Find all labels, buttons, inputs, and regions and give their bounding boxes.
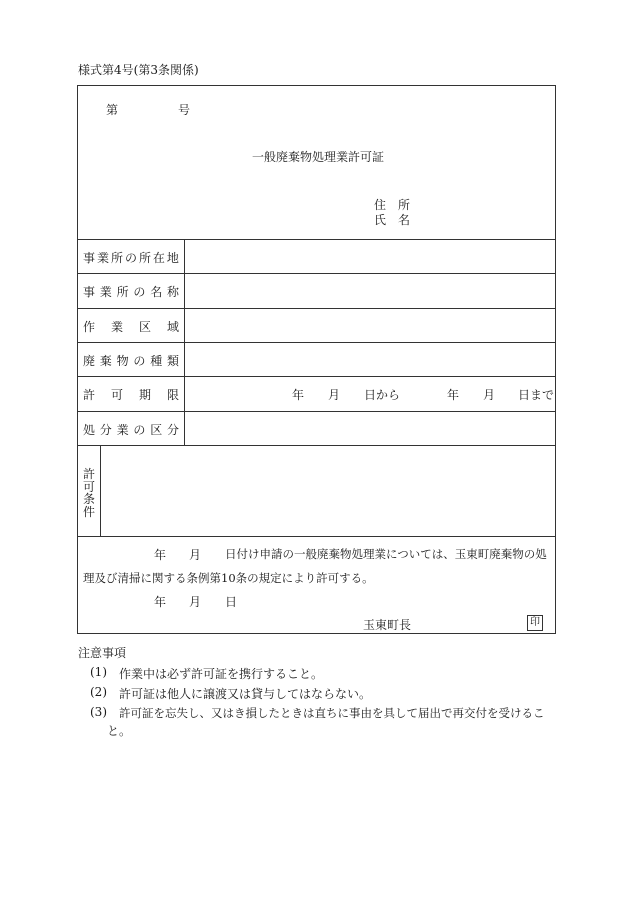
approval-line2: 理及び清掃に関する条例第10条の規定により許可する。 (83, 571, 374, 585)
row-label-char: 業 (116, 423, 129, 437)
row-label-char: 所 (116, 285, 129, 299)
note-number: (1) (90, 665, 107, 679)
permit-conditions-label (82, 468, 96, 518)
row-label-char: 作 (83, 320, 96, 334)
certificate-title: 一般廃棄物処理業許可証 (252, 150, 385, 164)
note-continuation: と。 (107, 724, 132, 738)
period-year-from: 年 (292, 388, 305, 402)
row-label-waste-type (83, 352, 179, 369)
row-label-char: の (133, 354, 146, 368)
note-text: 作業中は必ず許可証を携行すること。 (119, 667, 324, 681)
period-month-to: 月 (483, 388, 496, 402)
issue-year: 年 (154, 595, 167, 609)
row-label-char: 種 (150, 354, 163, 368)
note-number: (3) (90, 705, 107, 719)
row-label-char: 分 (166, 423, 179, 437)
row-label-char: 事 (83, 251, 96, 265)
divider (78, 273, 555, 274)
row-label-char: 廃 (83, 354, 96, 368)
issue-day: 日 (225, 595, 238, 609)
divider (78, 445, 555, 446)
cond-char: 件 (82, 504, 95, 519)
approval-month: 月 (189, 548, 202, 562)
row-label-char: の (133, 285, 146, 299)
column-divider (184, 239, 185, 445)
seal-mark: 印 (527, 615, 543, 631)
address-label: 住 所 (374, 198, 411, 212)
approval-year: 年 (154, 548, 167, 562)
row-label-char: 棄 (99, 354, 112, 368)
divider (78, 239, 555, 240)
note-text: 許可証は他人に譲渡又は貸与してはならない。 (119, 687, 372, 701)
divider (78, 376, 555, 377)
note-number: (2) (90, 685, 107, 699)
row-label-char: 業 (110, 320, 123, 334)
row-label-char: の (124, 251, 137, 265)
row-label-disposal-category (83, 421, 179, 438)
row-label-char: 可 (110, 388, 123, 402)
row-label-char: 地 (166, 251, 179, 265)
note-text: 許可証を忘失し、又はき損したときは直ちに事由を具して届出で再交付を受けるこ (119, 706, 545, 720)
number-dai: 第 (106, 103, 119, 117)
row-label-char: 名 (150, 285, 163, 299)
row-label-char: 業 (96, 251, 109, 265)
period-month-from: 月 (328, 388, 341, 402)
row-label-char: 事 (83, 285, 96, 299)
cond-char: 条 (82, 492, 95, 506)
row-label-char: 物 (116, 354, 129, 368)
row-label-char: 域 (166, 320, 179, 334)
row-label-char: 業 (99, 285, 112, 299)
row-label-office-location (83, 249, 179, 266)
divider (78, 536, 555, 537)
row-label-permit-period (83, 386, 179, 403)
divider (78, 411, 555, 412)
approval-line1: 日付け申請の一般廃棄物処理業については、玉東町廃棄物の処 (225, 547, 547, 561)
permit-form-frame (77, 85, 556, 634)
row-label-char: 所 (138, 251, 151, 265)
row-label-char: 区 (138, 320, 151, 334)
cond-char: 可 (82, 479, 95, 494)
period-year-to: 年 (447, 388, 460, 402)
row-label-char: 称 (166, 285, 179, 299)
divider (78, 308, 555, 309)
row-label-char: 分 (99, 423, 112, 437)
column-divider (100, 445, 101, 536)
name-label: 氏 名 (374, 213, 411, 227)
form-code: 様式第4号(第3条関係) (78, 63, 199, 77)
row-label-char: の (133, 423, 146, 437)
divider (78, 342, 555, 343)
cond-char: 許 (82, 467, 95, 481)
row-label-char: 在 (152, 251, 165, 265)
row-label-char: 期 (138, 388, 151, 402)
row-label-char: 許 (83, 388, 96, 402)
row-label-char: 所 (110, 251, 123, 265)
row-label-char: 区 (150, 423, 163, 437)
period-day-to: 日まで (518, 388, 555, 402)
row-label-work-area (83, 318, 179, 335)
period-day-from: 日から (364, 388, 401, 402)
number-go: 号 (178, 103, 191, 117)
row-label-char: 処 (83, 423, 96, 437)
row-label-char: 限 (166, 388, 179, 402)
row-label-office-name (83, 283, 179, 300)
row-label-char: 類 (166, 354, 179, 368)
issue-month: 月 (189, 595, 202, 609)
notes-title: 注意事項 (78, 646, 127, 660)
mayor-title: 玉東町長 (363, 618, 412, 632)
